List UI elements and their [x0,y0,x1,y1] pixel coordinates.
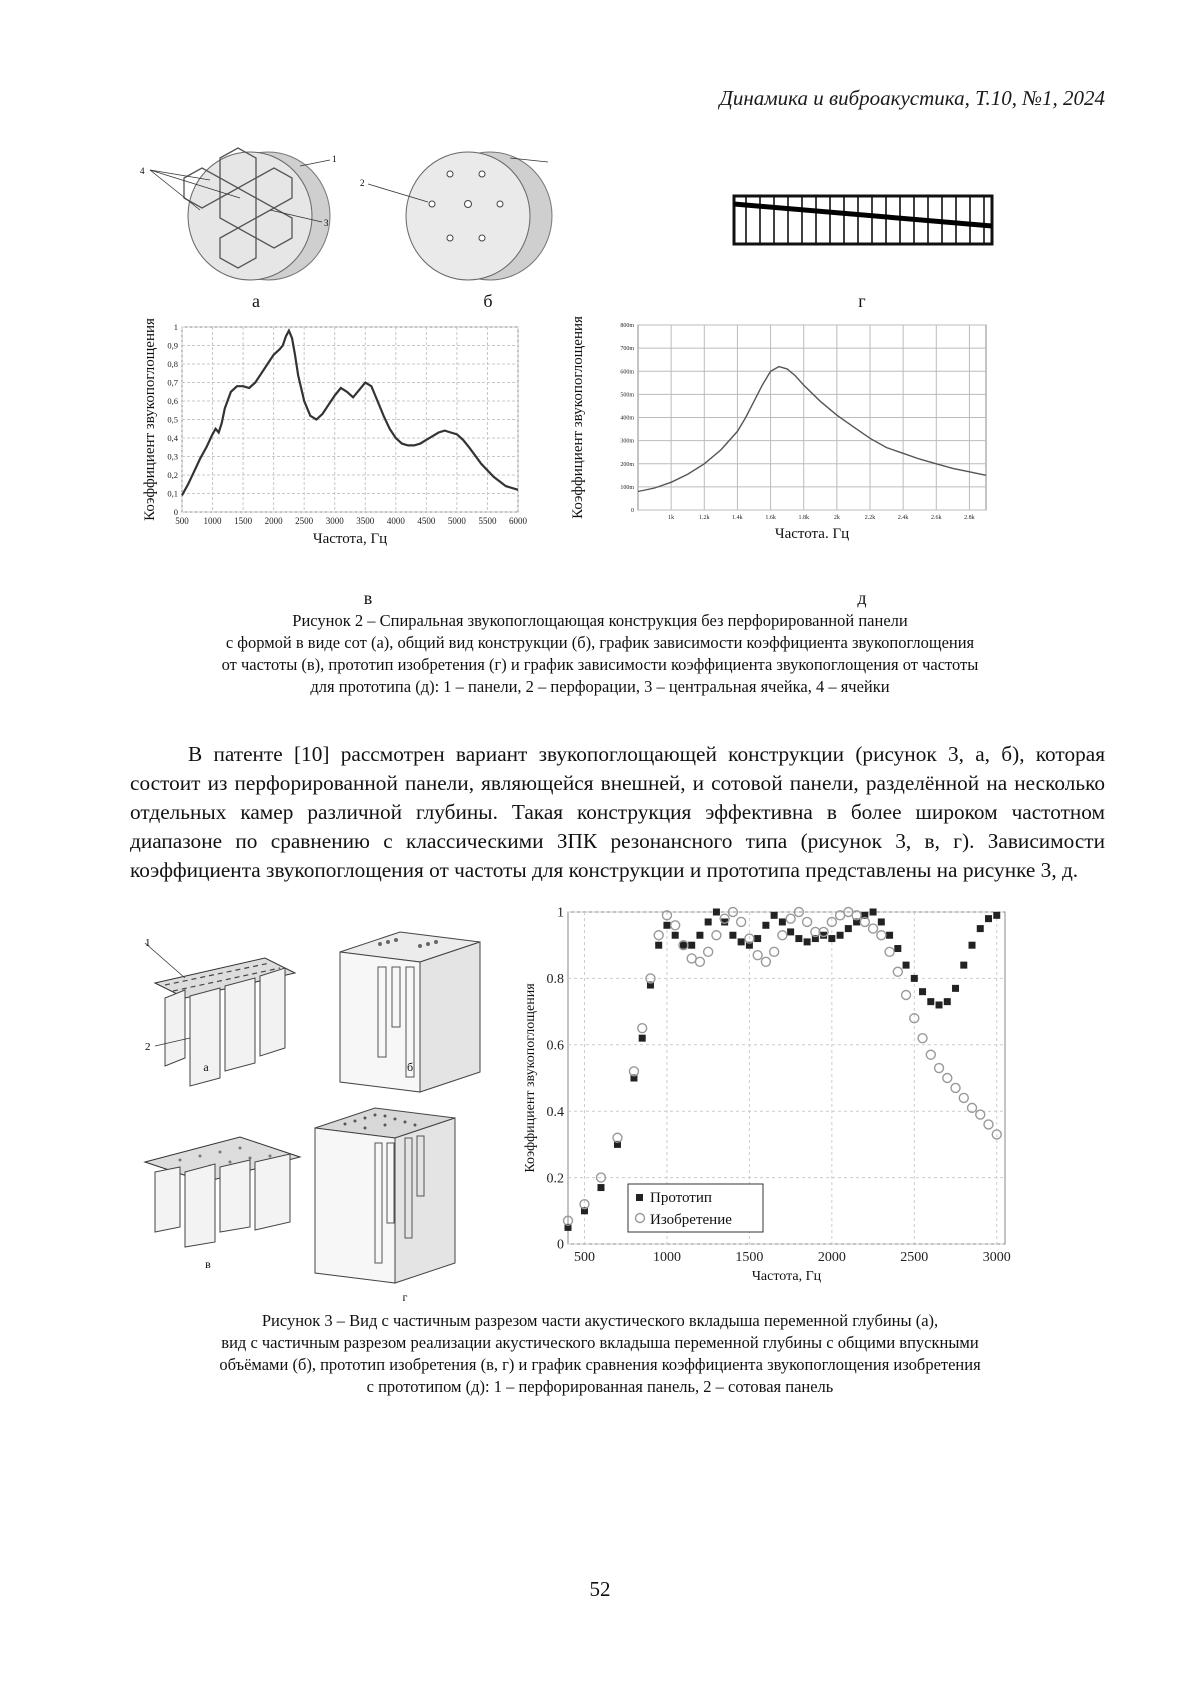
x-tick-label: 4000 [386,516,405,526]
callout-4: 4 [140,166,145,176]
data-point-prototype [663,922,670,929]
data-point-prototype [977,925,984,932]
caption-line: Рисунок 2 – Спиральная звукопоглощающая конструкция без перфорированной панели [292,611,908,630]
fig2-drawing-b [360,148,560,288]
x-tick-label: 2000 [264,516,283,526]
y-tick-label: 0,4 [167,432,178,443]
x-tick-label: 500 [175,516,189,526]
x-tick-label: 2500 [295,516,314,526]
data-point-prototype [837,932,844,939]
data-point-prototype [754,935,761,942]
x-tick-label: 2500 [900,1250,929,1265]
y-tick-label: 800m [620,323,634,329]
data-point-prototype [903,962,910,969]
fig3-drawing-v [140,1132,305,1252]
data-point-prototype [804,938,811,945]
y-tick-label: 0,7 [167,377,178,388]
data-point-prototype [696,932,703,939]
y-tick-label: 0.2 [546,1171,564,1187]
y-tick-label: 400m [620,415,634,422]
data-point-prototype [729,932,736,939]
legend-label-invention: Изобретение [650,1212,732,1228]
data-point-prototype [655,942,662,949]
data-point-prototype [936,1001,943,1008]
caption-line: объёмами (б), прототип изобретения (в, г) и график сравнения коэффициента звукопоглощения изобретения [219,1355,981,1374]
y-tick-label: 0,2 [167,469,178,480]
x-tick-label: 1000 [652,1250,681,1265]
y-tick-label: 0,1 [167,488,178,499]
caption-line: с формой в виде сот (а), общий вид конструкции (б), график зависимости коэффициента звукопоглощения [225,633,975,652]
fig3-label-g: г [402,1290,408,1304]
y-tick-label: 200m [620,461,634,468]
y-tick-label: 500m [620,392,634,399]
x-tick-label: 3000 [325,516,344,526]
y-tick-label: 0.4 [546,1104,564,1120]
data-point-prototype [795,935,802,942]
fig2-caption [95,610,1105,698]
x-axis-label: Частота. Гц [774,526,850,542]
fig2-drawing-g [730,190,998,252]
fig3-caption [95,1310,1105,1398]
x-tick-label: 2.2k [864,515,876,521]
y-tick-label: 0.8 [546,972,564,988]
x-tick-label: 3500 [356,516,375,526]
data-point-prototype [952,985,959,992]
data-point-prototype [787,928,794,935]
x-tick-label: 1.6k [765,515,776,521]
x-tick-label: 1.8k [798,515,809,521]
data-point-prototype [705,918,712,925]
data-point-prototype [779,918,786,925]
y-axis-label: Коэффициент звукопоглощения [142,318,158,521]
caption-line: для прототипа (д): 1 – панели, 2 – перфорации, 3 – центральная ячейка, 4 – ячейки [310,677,890,696]
fig2-label-b: б [483,291,493,311]
x-tick-label: 1k [668,515,675,521]
y-tick-label: 0,8 [167,358,178,369]
y-tick-label: 0 [557,1237,564,1253]
data-point-prototype [738,938,745,945]
data-point-prototype [919,988,926,995]
caption-line: с прототипом (д): 1 – перфорированная панель, 2 – сотовая панель [366,1377,834,1396]
y-tick-label: 100m [620,484,634,491]
y-axis-label: Коэффициент звукопоглощения [570,316,586,519]
data-point-prototype [672,932,679,939]
data-point-prototype [960,962,967,969]
callout-2: 2 [360,178,365,188]
fig2-label-a: а [252,291,260,311]
fig3-drawing-b [330,922,490,1102]
x-tick-label: 3000 [982,1250,1011,1265]
fig3-label-b: б [406,1060,414,1074]
y-axis-label: Коэффициент звукопоглощения [523,983,538,1173]
y-tick-label: 600m [620,369,634,376]
data-point-prototype [911,975,918,982]
fig3-label-v: в [205,1257,211,1271]
x-axis-label: Частота, Гц [312,531,388,547]
x-tick-label: 1000 [203,516,222,526]
fig3-drawing-a [145,938,310,1108]
data-point-prototype [870,909,877,916]
data-point-prototype [762,922,769,929]
callout-3: 3 [324,218,329,228]
data-point-prototype [878,918,885,925]
fig3-label-a: а [203,1060,209,1074]
data-point-prototype [985,915,992,922]
x-tick-label: 1.2k [699,515,710,521]
legend-marker-prototype [636,1194,643,1201]
data-point-prototype [993,912,1000,919]
callout-2: 2 [145,1041,151,1053]
data-point-prototype [597,1184,604,1191]
legend-label-prototype: Прототип [650,1190,712,1206]
y-tick-label: 0.6 [546,1038,564,1054]
y-tick-label: 1 [173,321,178,332]
page-number: 52 [589,1577,611,1601]
caption-line: Рисунок 3 – Вид с частичным разрезом части акустического вкладыша переменной глубины (а), [261,1311,939,1330]
data-point-prototype [944,998,951,1005]
y-tick-label: 0,5 [167,414,178,425]
x-tick-label: 4500 [417,516,436,526]
y-tick-label: 0 [631,508,634,514]
x-tick-label: 2k [833,515,840,521]
x-tick-label: 5500 [478,516,497,526]
x-tick-label: 2.8k [964,515,975,521]
body-paragraph: В патенте [10] рассмотрен вариант звукопоглощающей конструкции (рисунок 3, а, б), которая состоит из перфорированной панели, являющейся внешней, и сотовой панели, разделённой на несколько отдельных камер различной глубины. Такая конструкция эффективна в более широком частотном диапазоне по сравнению с классическими ЗПК резонансного типа (рисунок 3, в, г). Зависимости коэффициента звукопоглощения от частоты для конструкции и прототипа представлены на рисунке 3, д. [130,742,1105,882]
x-tick-label: 500 [573,1250,595,1265]
y-tick-label: 700m [620,346,634,353]
x-tick-label: 1500 [234,516,253,526]
y-tick-label: 0,6 [167,395,178,406]
caption-line: от частоты (в), прототип изобретения (г) и график зависимости коэффициента звукопоглощения от частоты [221,655,979,674]
caption-line: вид с частичным разрезом реализации акустического вкладыша переменной глубины с общими впускными [221,1333,979,1352]
data-point-prototype [845,925,852,932]
data-point-prototype [927,998,934,1005]
x-tick-label: 1500 [735,1250,764,1265]
fig2-drawing-a [140,148,360,288]
y-tick-label: 0,3 [167,451,178,462]
data-point-prototype [639,1035,646,1042]
callout-1: 1 [145,937,151,949]
fig2-label-d: д [857,588,867,608]
fig2-chart-d [570,315,1080,585]
data-point-prototype [828,935,835,942]
data-point-prototype [969,942,976,949]
x-tick-label: 2.4k [897,515,909,521]
y-tick-label: 0,9 [167,340,178,351]
x-tick-label: 6000 [509,516,527,526]
data-point-prototype [771,912,778,919]
fig2-label-g: г [858,291,866,311]
callout-1: 1 [332,154,337,164]
fig3-drawing-g [305,1098,465,1293]
y-tick-label: 1 [557,905,564,921]
data-point-prototype [886,932,893,939]
data-point-prototype [894,945,901,952]
x-tick-label: 2.6k [931,515,942,521]
x-axis-label: Частота, Гц [751,1269,822,1284]
y-tick-label: 300m [620,438,634,445]
honeycomb-core-icon [155,1154,290,1247]
data-point-prototype [680,942,687,949]
journal-header: Динамика и виброакустика, Т.10, №1, 2024 [719,86,1105,110]
y-tick-label: 0 [173,506,178,517]
x-tick-label: 1.4k [732,515,743,521]
fig2-label-v: в [363,588,373,608]
fig2-chart-v [140,315,580,585]
fig3-chart-d [510,900,1025,1310]
disk-front-icon [406,152,530,280]
x-tick-label: 2000 [817,1250,846,1265]
data-point-prototype [713,909,720,916]
data-point-prototype [688,942,695,949]
x-tick-label: 5000 [447,516,466,526]
